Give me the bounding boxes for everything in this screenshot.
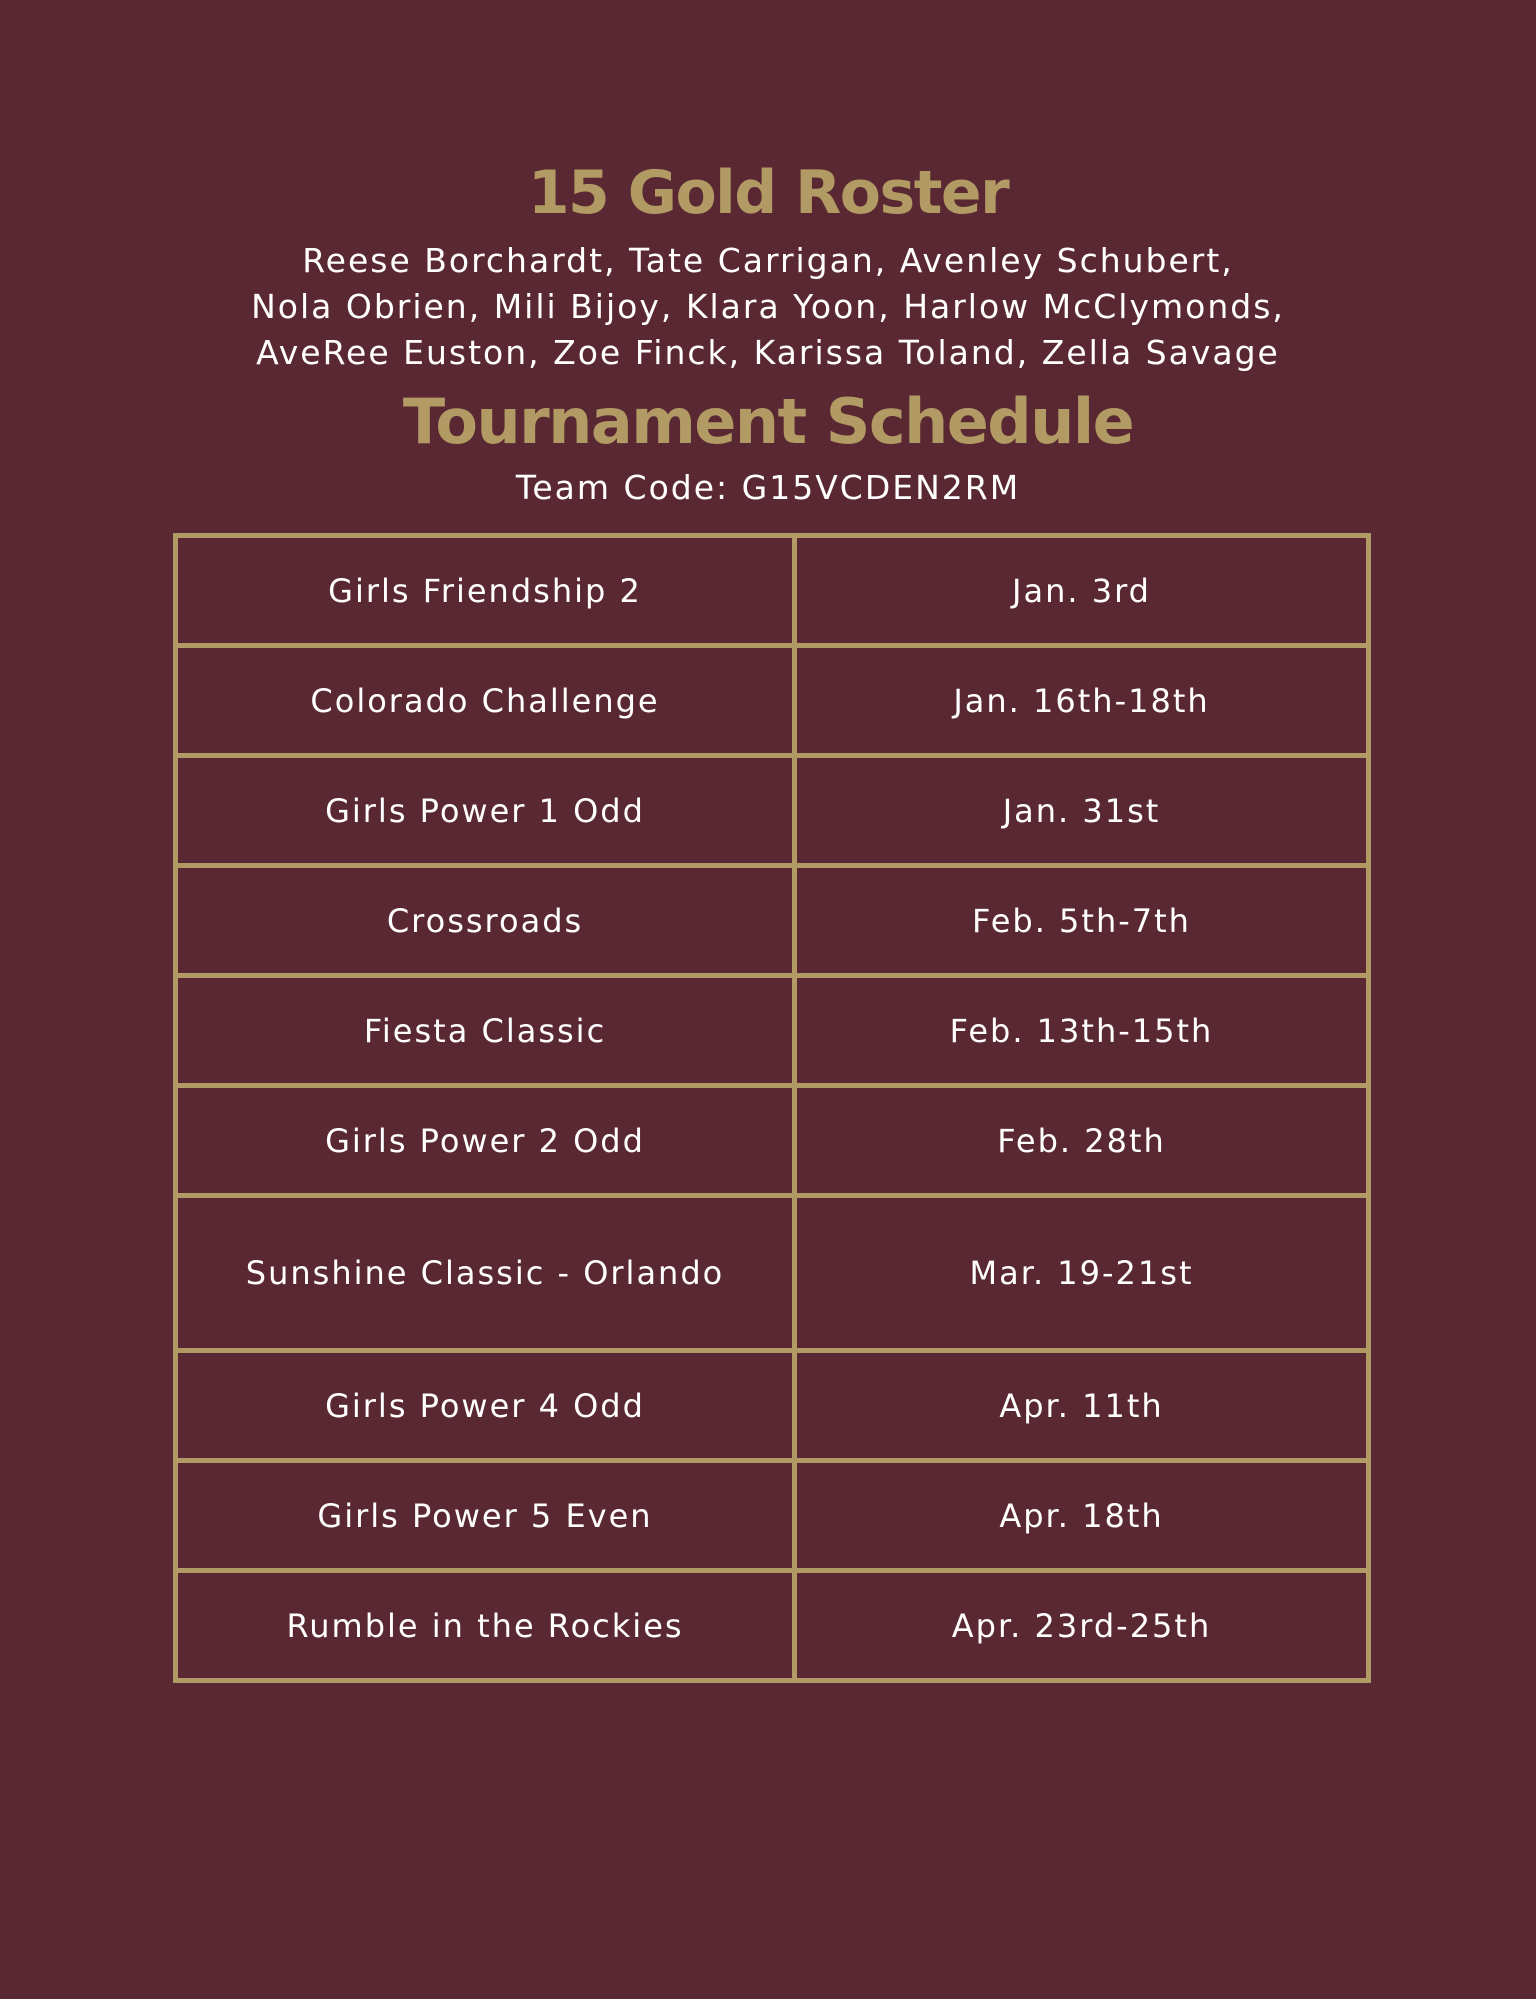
table-row [176,536,1369,646]
team-code-value: G15VCDEN2RM [741,468,1021,507]
event-name-cell: Rumble in the Rockies [176,1571,795,1681]
roster-names-line: AveRee Euston, Zoe Finck, Karissa Toland, Zella Savage [256,333,1280,372]
roster-names-line: Reese Borchardt, Tate Carrigan, Avenley Schubert, [302,241,1234,280]
table-row [176,1196,1369,1351]
event-date-cell: Apr. 23rd-25th [795,1571,1369,1681]
event-date-cell: Apr. 18th [795,1461,1369,1571]
event-date-cell: Jan. 16th-18th [795,646,1369,756]
event-date-cell: Feb. 13th-15th [795,976,1369,1086]
team-code-label: Team Code: [515,468,742,507]
roster-title: 15 Gold Roster [527,158,1009,228]
event-date-cell: Jan. 3rd [795,536,1369,646]
roster-names [168,238,1368,376]
table-row [176,866,1369,976]
roster-names-line: Nola Obrien, Mili Bijoy, Klara Yoon, Harlow McClymonds, [251,287,1285,326]
table-row [176,1461,1369,1571]
event-name-cell: Fiesta Classic [176,976,795,1086]
event-date-cell: Feb. 5th-7th [795,866,1369,976]
event-name-cell: Sunshine Classic - Orlando [176,1196,795,1351]
schedule-table [173,533,1371,1683]
event-date-cell: Mar. 19-21st [795,1196,1369,1351]
event-date-cell: Jan. 31st [795,756,1369,866]
table-row [176,1571,1369,1681]
table-row [176,646,1369,756]
event-name-cell: Crossroads [176,866,795,976]
schedule-title: Tournament Schedule [402,385,1134,458]
table-row [176,1086,1369,1196]
table-row [176,1351,1369,1461]
event-name-cell: Colorado Challenge [176,646,795,756]
event-name-cell: Girls Power 1 Odd [176,756,795,866]
event-name-cell: Girls Friendship 2 [176,536,795,646]
event-date-cell: Apr. 11th [795,1351,1369,1461]
table-row [176,756,1369,866]
event-name-cell: Girls Power 5 Even [176,1461,795,1571]
table-row [176,976,1369,1086]
team-code [0,466,1536,510]
event-date-cell: Feb. 28th [795,1086,1369,1196]
event-name-cell: Girls Power 4 Odd [176,1351,795,1461]
event-name-cell: Girls Power 2 Odd [176,1086,795,1196]
